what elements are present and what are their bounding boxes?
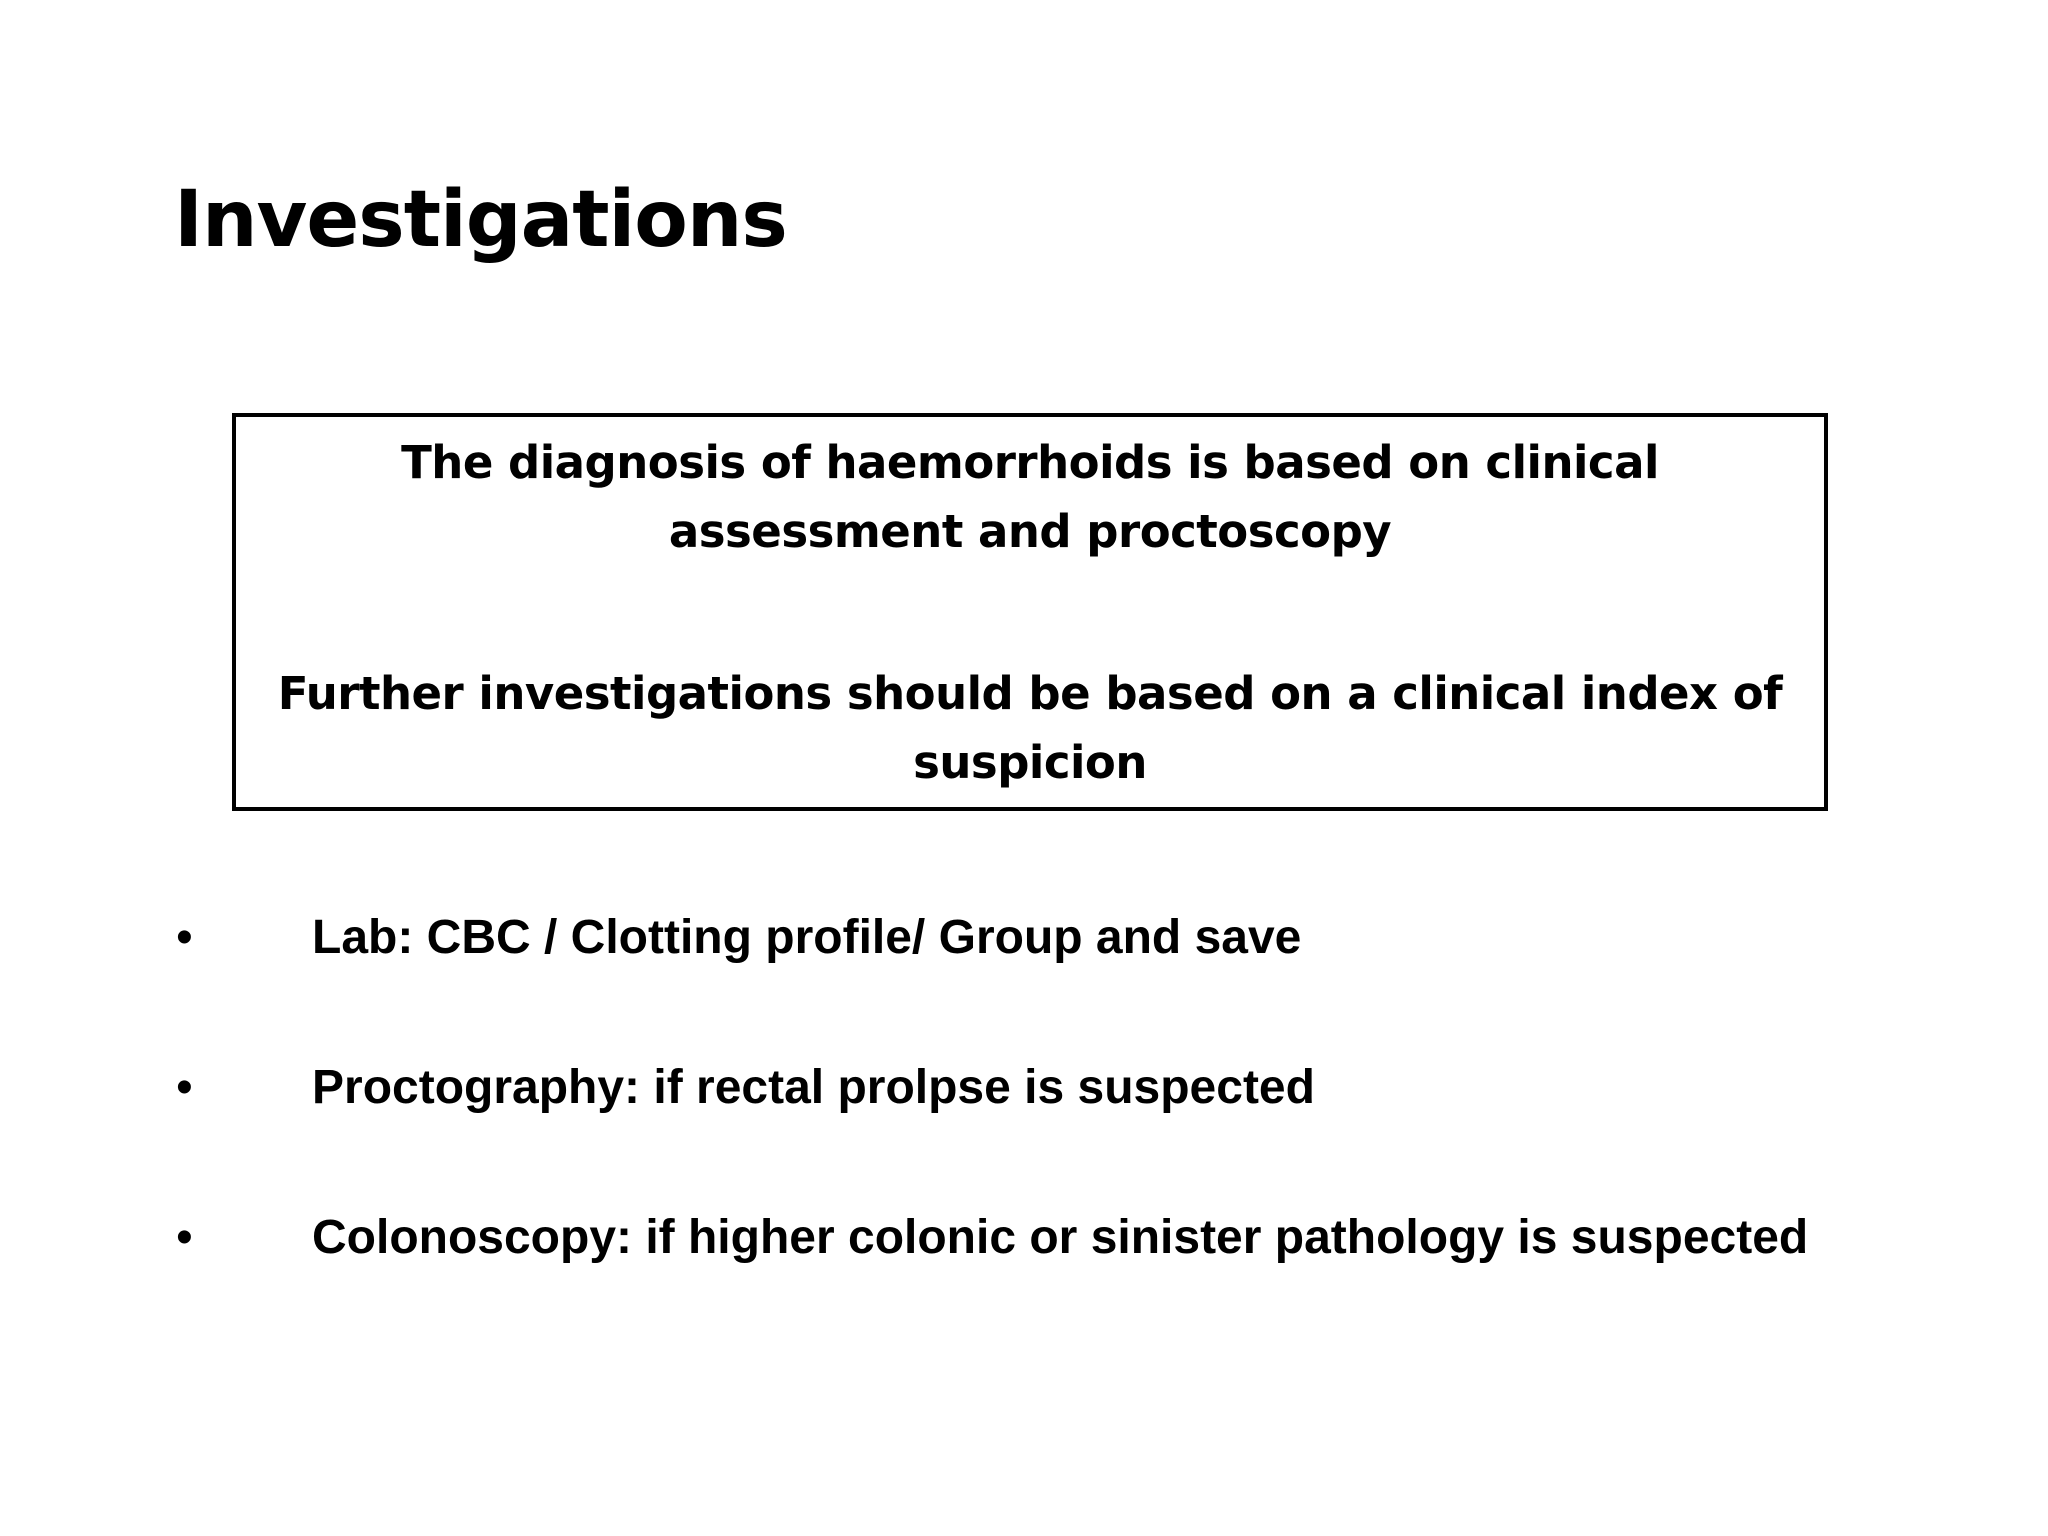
bullet-icon: • [176,911,193,964]
bullet-item [176,1053,2036,1123]
slide-title: Investigations [174,175,787,265]
bullet-text: Colonoscopy: if higher colonic or sinister pathology is suspected [312,1211,1809,1264]
callout-paragraph: Further investigations should be based on a clinical index of suspicion [277,666,1783,789]
bullet-icon: • [176,1061,193,1114]
bullet-icon: • [176,1211,193,1264]
bullet-text: Lab: CBC / Clotting profile/ Group and save [312,911,1302,964]
bullet-item [176,903,2036,973]
bullet-item [176,1203,2036,1273]
bullet-text: Proctography: if rectal prolpse is suspected [312,1061,1315,1114]
callout-box [232,413,1828,811]
callout-paragraph: The diagnosis of haemorrhoids is based on clinical assessment and proctoscopy [401,435,1659,558]
